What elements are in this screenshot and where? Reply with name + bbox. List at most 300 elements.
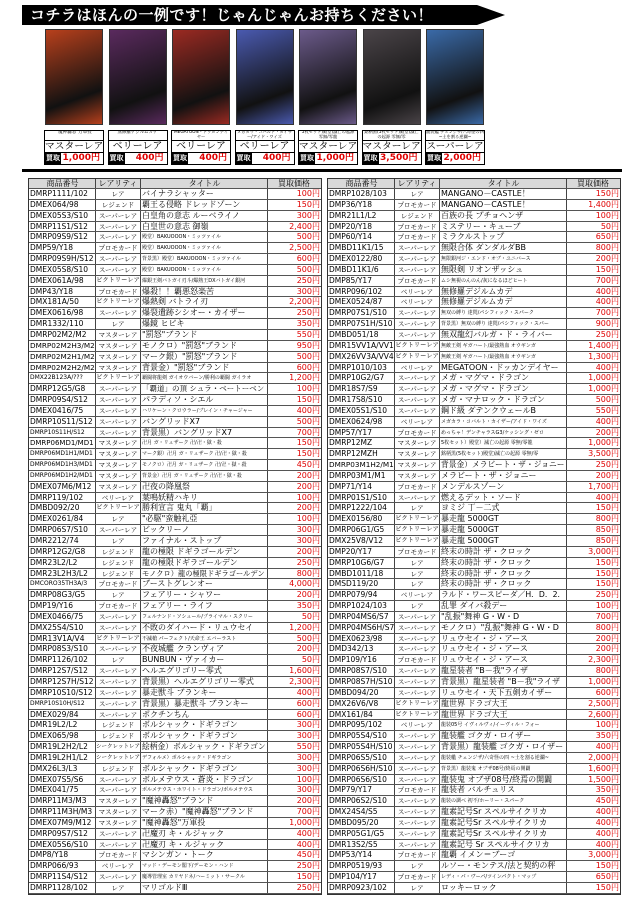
buy-price: 150円 — [595, 503, 619, 513]
rarity: ビクトリーレア — [395, 699, 439, 707]
card-title: 背景黒）無双の縛り 達閃/パシフィック・スパー — [440, 319, 567, 329]
buy-price: 350円 — [595, 731, 619, 741]
card-title: ビックリーノ — [141, 525, 268, 535]
card-title: 龍星装者 "B－我"ライザ — [440, 666, 567, 676]
rarity: スーパーレア — [395, 764, 440, 774]
buy-price: 400円 — [296, 828, 320, 838]
product-code: DMRP02M2H2/M2 — [30, 362, 95, 372]
table-row — [328, 384, 620, 395]
rarity: プロモカード — [395, 872, 440, 882]
table-row — [29, 384, 321, 395]
card-title: 背景黒）龍装艦 ゴクガ・ロイザー — [440, 742, 567, 752]
table-row — [29, 775, 321, 786]
card-title: マシンガン・トーク — [141, 850, 268, 860]
product-code: DMRP1028/103 — [328, 189, 395, 199]
card-title: 無限合体 ダンダルダBB — [440, 243, 567, 253]
table-row — [328, 764, 620, 775]
card-title: "罰怒"ブランド — [141, 330, 268, 340]
buy-price: 450円 — [296, 850, 320, 860]
product-code: DMEX05S8/S10 — [29, 265, 96, 275]
buy-price: 150円 — [595, 568, 619, 578]
rarity: スーパーレア — [96, 525, 141, 535]
card-title: ボルシャック・ドギラゴン — [141, 731, 268, 741]
table-row — [29, 514, 321, 525]
card-rarity: マスターレア — [45, 141, 103, 152]
product-code: DMRP0519/93 — [328, 861, 395, 871]
card-name: 龍装艦 チェンジザ/六奇怪の四 ~土を割る逆瀾~ — [426, 131, 484, 140]
product-code: DMRP1024/103 — [328, 601, 395, 611]
table-row — [29, 352, 321, 363]
card-title: 暴走獣斗 ブランキー — [141, 688, 268, 698]
table-row — [328, 341, 620, 352]
product-code: DMEX029/84 — [29, 710, 96, 720]
column-header: 商品番号 — [29, 179, 96, 188]
card-name: MEGATOON・ドッカンデイヤー — [172, 131, 230, 141]
card-title: 終末の時計 ザ・クロック — [440, 558, 567, 568]
rarity: レア — [395, 189, 440, 199]
buy-price: 150円 — [296, 199, 320, 209]
product-code: DMX24S4/S5 — [328, 807, 395, 817]
table-row — [29, 243, 321, 254]
card-image[interactable] — [426, 29, 484, 125]
card-title: ロッキーロック — [440, 883, 567, 893]
table-row — [29, 438, 321, 449]
buy-price: 100円 — [595, 720, 619, 730]
product-code: DMRP08S7H/S10 — [328, 677, 395, 687]
buy-price: 1,600円 — [289, 666, 320, 676]
card-title: 背景黒）バングリッドX7 — [141, 428, 268, 438]
card-image[interactable] — [299, 29, 357, 125]
buy-price: 600円 — [296, 362, 320, 372]
rarity: ビクトリーレア — [96, 634, 140, 642]
card-caption — [108, 130, 168, 165]
buy-price: 300円 — [296, 763, 320, 773]
rarity: ビクトリーレア — [395, 515, 439, 523]
buy-price: 600円 — [595, 687, 619, 697]
table-row — [29, 764, 321, 775]
card-title: 無双の縛り 達閃/パシフィック・スパーク — [440, 308, 567, 318]
table-row — [328, 601, 620, 612]
card-caption — [235, 130, 295, 165]
card-title: モノクロ）卍月 ガ・リュザーク 卍/卍・獄・殺 — [141, 460, 268, 470]
column-header: 買取価格 — [278, 179, 310, 188]
buy-price: 1,700円 — [588, 481, 619, 491]
card-title: フェルナンド・ソシュール/プライマル・スクリー — [141, 612, 268, 622]
rarity: スーパーレア — [395, 775, 440, 785]
rarity: スーパーレア — [395, 807, 440, 817]
product-code: DMRP09S9/S12 — [29, 232, 96, 242]
buy-price: 450円 — [595, 796, 619, 806]
buy-price: 650円 — [595, 872, 619, 882]
table-row — [29, 363, 321, 374]
product-code: DMRP06S6/S10 — [328, 775, 395, 785]
rarity: プロモカード — [395, 655, 440, 665]
rarity: プロモカード — [395, 232, 440, 242]
rarity: シークレットレア — [96, 744, 140, 751]
product-code: DMRP05G1/G5 — [328, 829, 395, 839]
card-title: マーク銀）卍月 ガ・リュザーク 卍/卍・獄・殺 — [141, 449, 268, 459]
buy-price: 400円 — [595, 297, 619, 307]
rarity: レア — [96, 536, 141, 546]
product-code: DMRP10G2/G7 — [328, 373, 395, 383]
rarity: プロモカード — [395, 547, 440, 557]
rarity: スーパーレア — [395, 623, 440, 633]
rarity: ビクトリーレア — [395, 341, 439, 349]
card-title: 背景黒）殿堂）BAKUOOON・ミッツァイル — [141, 254, 268, 264]
product-code: DMRP06S7/S10 — [29, 525, 96, 535]
buy-price: 500円 — [296, 633, 320, 643]
table-row — [328, 417, 620, 428]
rarity: スーパーレア — [395, 406, 440, 416]
card-name: "魔神轟怒"万軍投 — [45, 131, 103, 141]
product-code: DMRP12S7/S12 — [29, 666, 96, 676]
card-title: "魔神轟怒"ブランド — [141, 796, 268, 806]
table-row — [29, 590, 321, 601]
buy-price: 2,400円 — [289, 221, 320, 231]
rarity: マスターレア — [96, 796, 141, 806]
table-row — [328, 222, 620, 233]
table-row — [29, 861, 321, 872]
rarity: スーパーレア — [96, 222, 141, 232]
rarity: ビクトリーレア — [395, 526, 439, 534]
rarity: プロモカード — [96, 287, 141, 297]
card-title: 龍装者 バルチュリス — [440, 785, 567, 795]
rarity: レア — [96, 514, 141, 524]
buy-price: 250円 — [296, 883, 320, 892]
card-title: 暴走龍 5000GT — [440, 536, 567, 546]
rarity: スーパーレア — [395, 634, 440, 644]
rarity: スーパーレア — [96, 395, 141, 405]
buy-price: 3,500円 — [588, 449, 619, 459]
card-title: 龍世界 ドラゴ大王 — [440, 699, 567, 709]
column-header: レアリティ — [395, 179, 440, 188]
buy-label: 買取 — [109, 154, 124, 162]
table-row — [29, 655, 321, 666]
product-code: DMRP079/94 — [328, 590, 395, 600]
product-code: DMRP10S10/S12 — [29, 688, 96, 698]
product-code: DMP57/Y17 — [328, 428, 395, 438]
divider — [22, 169, 622, 172]
table-row — [328, 818, 620, 829]
product-code: DMP104/Y17 — [328, 872, 395, 882]
card-title: 殿堂）BAKUOOON・ミッツァイル — [141, 265, 268, 275]
table-row — [328, 688, 620, 699]
product-code: DMBD095/20 — [328, 818, 395, 828]
card-name: 無修羅デジルムカデ — [109, 131, 167, 141]
card-title: 背景金）"罰怒"ブランド — [141, 363, 268, 373]
card-title: 爆殺！！覇悪怒楽苦 — [141, 287, 268, 297]
buy-price: 350円 — [595, 785, 619, 795]
buy-price: 200円 — [296, 590, 320, 600]
product-code: DMR21L1/L2 — [328, 211, 395, 221]
rarity: ベリーレア — [395, 287, 440, 297]
table-row — [328, 363, 620, 374]
rarity: プロモカード — [395, 222, 440, 232]
table-row — [29, 785, 321, 796]
card-title: 背景黒）暴走獣斗 ブランキー — [141, 699, 268, 709]
rarity: スーパーレア — [395, 373, 440, 383]
table-row — [328, 297, 620, 308]
product-code: DMR1332/110 — [29, 319, 96, 329]
table-row — [328, 644, 620, 655]
card-title: 背景黒）龍星装者 "B－我"ライザ — [440, 677, 567, 687]
table-row — [29, 417, 321, 428]
card-title: 龍の極限 ドギラゴールデン — [141, 547, 268, 557]
rarity: スーパーレア — [395, 840, 440, 850]
product-code: DMP60/Y14 — [328, 232, 395, 242]
table-row — [328, 287, 620, 298]
table-row — [328, 373, 620, 384]
buy-price: 250円 — [595, 329, 619, 339]
card-title: 卍魔刃 キ・ルジャック — [141, 840, 268, 850]
card-title: ボルシャック・ドギラゴン — [141, 764, 268, 774]
card-title: ポクチンちん — [141, 710, 268, 720]
buy-price: 150円 — [296, 872, 320, 882]
card-price: 3,500円 — [380, 153, 418, 163]
table-row — [29, 265, 321, 276]
product-code: DMEX0624/98 — [328, 417, 395, 427]
buy-price: 100円 — [296, 492, 320, 502]
product-code: DMEX0416/75 — [29, 406, 96, 416]
rarity: マスターレア — [96, 471, 141, 481]
product-code: DMR2212/74 — [29, 536, 96, 546]
rarity: スーパーレア — [395, 308, 440, 318]
product-code: DMRP09S9H/S12 — [29, 254, 96, 264]
table-row — [29, 406, 321, 417]
table-row — [328, 742, 620, 753]
product-code: DMRP1222/104 — [328, 503, 395, 513]
table-row — [328, 211, 620, 222]
table-row — [328, 243, 620, 254]
table-row — [29, 525, 321, 536]
product-code: DMRP02M2/M2 — [29, 330, 96, 340]
table-row — [29, 471, 321, 482]
card-title: リュウセイ・ジ・アース — [440, 634, 567, 644]
buy-price: 300円 — [296, 785, 320, 795]
card-title: デフォルメ）ボルシャック・ドギラゴン — [141, 753, 268, 763]
card-title: 爆銀王剣バトガイ刃斗/爆熱王DXバトガイ銀河 — [141, 276, 268, 286]
product-code: DMEX0261/84 — [29, 514, 96, 524]
buy-price: 150円 — [595, 579, 619, 589]
buy-price: 800円 — [595, 514, 619, 524]
product-code: DMR19L2/L2 — [29, 720, 96, 730]
rarity: ビクトリーレア — [96, 374, 140, 382]
card-title: バングリッドX7 — [141, 417, 268, 427]
buy-price: 550円 — [296, 329, 320, 339]
card-price-row — [172, 153, 230, 164]
table-row — [29, 276, 321, 287]
rarity: スーパーレア — [96, 308, 141, 318]
buy-price: 400円 — [296, 405, 320, 415]
table-header — [29, 179, 321, 189]
card-title: "魔神轟怒"万軍投 — [141, 818, 268, 828]
table-row — [29, 222, 321, 233]
card-title: ファイナル・ストップ — [141, 536, 268, 546]
card-title: ボルメテウス・蒼炎・ドラゴン — [141, 775, 268, 785]
card-title: 葉鳴妖精ハキリ — [141, 493, 268, 503]
rarity: スーパーレア — [96, 428, 141, 438]
card-rarity: マスターレア — [299, 141, 357, 152]
buy-price: 500円 — [296, 232, 320, 242]
card-title: 龍装艦 ゴクガ・ロイザー — [440, 731, 567, 741]
table-row — [328, 579, 620, 590]
card-title: 背景金）メラビート・ザ・ジョニー — [440, 460, 567, 470]
table-row — [29, 449, 321, 460]
table-row — [29, 200, 321, 211]
buy-price: 150円 — [595, 883, 619, 892]
card-title: "乱振"舞神 G・W・D — [440, 612, 567, 622]
rarity: スーパーレア — [96, 384, 141, 394]
card-title: 無限剣 リオンザッシュ — [440, 265, 567, 275]
card-title: フェアリー・ライフ — [141, 601, 268, 611]
buy-price: 850円 — [595, 525, 619, 535]
card-title: 暴走龍 5000GT — [440, 525, 567, 535]
table-row — [29, 710, 321, 721]
card-image[interactable] — [363, 29, 421, 125]
product-code: DMRP0923/102 — [328, 883, 395, 893]
buy-price: 400円 — [595, 286, 619, 296]
card-title: 背景黒）龍装鬼 オブザ08号/終焉の開闢 — [440, 764, 567, 774]
column-header: 商品番号 — [328, 179, 395, 188]
table-row — [328, 514, 620, 525]
rarity: プロモカード — [395, 276, 440, 286]
card-title: 乱罪 ダイバ殺デー — [440, 601, 567, 611]
product-code: DMR23L2/L2 — [29, 558, 96, 568]
rarity: ベリーレア — [395, 363, 440, 373]
rarity: ビクトリーレア — [395, 710, 439, 718]
buy-price: 100円 — [595, 210, 619, 220]
buy-price: 300円 — [296, 731, 320, 741]
card-title: 爆鏡 ヒビキ — [141, 319, 268, 329]
table-row — [328, 710, 620, 721]
card-title: レディ・パ・ヴーパ/ツインパクト・マップ — [440, 872, 567, 882]
buy-price: 250円 — [595, 460, 619, 470]
product-code: DMRP09S7/S12 — [29, 829, 96, 839]
banner-arrow-icon — [477, 5, 505, 25]
table-row — [29, 612, 321, 623]
product-code: DMX25V8/V12 — [328, 536, 395, 546]
card-title: "必駆"蛮触礼亞 — [141, 514, 268, 524]
buy-price: 900円 — [595, 319, 619, 329]
rarity: プロモカード — [395, 785, 440, 795]
rarity: スーパーレア — [96, 710, 141, 720]
rarity: スーパーレア — [395, 818, 440, 828]
product-code: DMRP06MD1H3/MD1 — [29, 460, 96, 470]
rarity: マスターレア — [395, 471, 440, 481]
product-code: DMRP10S10H/S12 — [29, 699, 96, 709]
buy-price: 100円 — [296, 774, 320, 784]
rarity: レジェンド — [96, 558, 141, 568]
rarity: ビクトリーレア — [96, 504, 140, 512]
product-code: DMP20/Y18 — [328, 222, 395, 232]
buy-price: 1,000円 — [588, 384, 619, 394]
table-row — [328, 265, 620, 276]
product-code: DMR18S7/S9 — [328, 384, 395, 394]
table-row — [328, 720, 620, 731]
card-title: 銘柄黒(5枚セット)殿堂)滅亡の起源 零無/零 — [440, 449, 567, 459]
table-row — [328, 189, 620, 200]
rarity: スーパーレア — [96, 406, 141, 416]
card-title: ハリケーン・クロウラー/ブレイン・チャージャー — [141, 406, 268, 416]
table-row — [29, 319, 321, 330]
product-code: DMBD11K1/15 — [328, 243, 395, 253]
product-code: DMRP1126/102 — [29, 655, 96, 665]
rarity: マスターレア — [96, 449, 141, 459]
rarity: スーパーレア — [96, 829, 141, 839]
product-code: DMP8/Y18 — [29, 850, 96, 860]
table-row — [328, 330, 620, 341]
card-title: 背景黒）ヘルエグリゴリー零式 — [141, 677, 268, 687]
buy-price: 800円 — [595, 666, 619, 676]
table-row — [29, 503, 321, 514]
table-row — [29, 796, 321, 807]
rarity: スーパーレア — [96, 265, 141, 275]
rarity: スーパーレア — [395, 644, 440, 654]
card-title: 無限銀河ジ・エンド・オブ・ユニバース — [440, 254, 567, 264]
buy-price: 150円 — [595, 861, 619, 871]
table-row — [328, 395, 620, 406]
rarity: スーパーレア — [96, 666, 141, 676]
product-code: DMX25S4/S10 — [29, 623, 96, 633]
card-title: マーク銀）"罰怒"ブランド — [141, 352, 268, 362]
buy-price: 300円 — [296, 752, 320, 762]
table-row — [328, 471, 620, 482]
rarity: プロモカード — [96, 601, 141, 611]
rarity: スーパーレア — [395, 796, 440, 806]
product-code: DMRP095/102 — [328, 720, 395, 730]
rarity: スーパーレア — [96, 612, 141, 622]
card-image[interactable] — [172, 29, 230, 125]
buy-price: 250円 — [296, 861, 320, 871]
table-row — [29, 883, 321, 894]
buy-price: 600円 — [296, 254, 320, 264]
card-title: 卍魔刃 キ・ルジャック — [141, 829, 268, 839]
buy-price: 400円 — [595, 839, 619, 849]
buy-price: 800円 — [595, 243, 619, 253]
card-title: ブーストグレンオー — [141, 579, 268, 589]
table-row — [29, 699, 321, 710]
buy-price: 3,000円 — [588, 850, 619, 860]
card-image[interactable] — [236, 29, 294, 125]
table-row — [328, 807, 620, 818]
product-code: DMRP11M3/M3 — [29, 796, 96, 806]
card-title: MANGANO－CASTLE！ — [440, 189, 567, 199]
product-code: DMRP12S7H/S12 — [29, 677, 96, 687]
buy-price: 2,000円 — [588, 752, 619, 762]
buy-price: 150円 — [595, 189, 619, 198]
product-code: DMX22B123A/??? — [29, 373, 96, 383]
buy-price: 1,600円 — [588, 763, 619, 773]
card-image[interactable] — [45, 29, 103, 125]
table-row — [29, 677, 321, 688]
product-code: DMP71/Y14 — [328, 482, 395, 492]
card-title: MANGANO－CASTLE！ — [440, 200, 567, 210]
buy-price: 500円 — [296, 416, 320, 426]
table-row — [29, 601, 321, 612]
card-title: 終末の時計 ザ・クロック — [440, 547, 567, 557]
card-image[interactable] — [109, 29, 167, 125]
buy-label: 買取 — [300, 154, 314, 162]
product-code: DMEX0122/80 — [328, 254, 395, 264]
buy-price: 150円 — [595, 557, 619, 567]
table-row — [29, 558, 321, 569]
card-price-row — [363, 153, 421, 164]
card-caption — [44, 130, 104, 165]
card-title: ヘルエグリゴリー零式 — [141, 666, 268, 676]
buy-price: 350円 — [296, 319, 320, 329]
card-title: メガ・マナロック・ドラゴン — [440, 395, 567, 405]
rarity: スーパーレア — [395, 243, 440, 253]
